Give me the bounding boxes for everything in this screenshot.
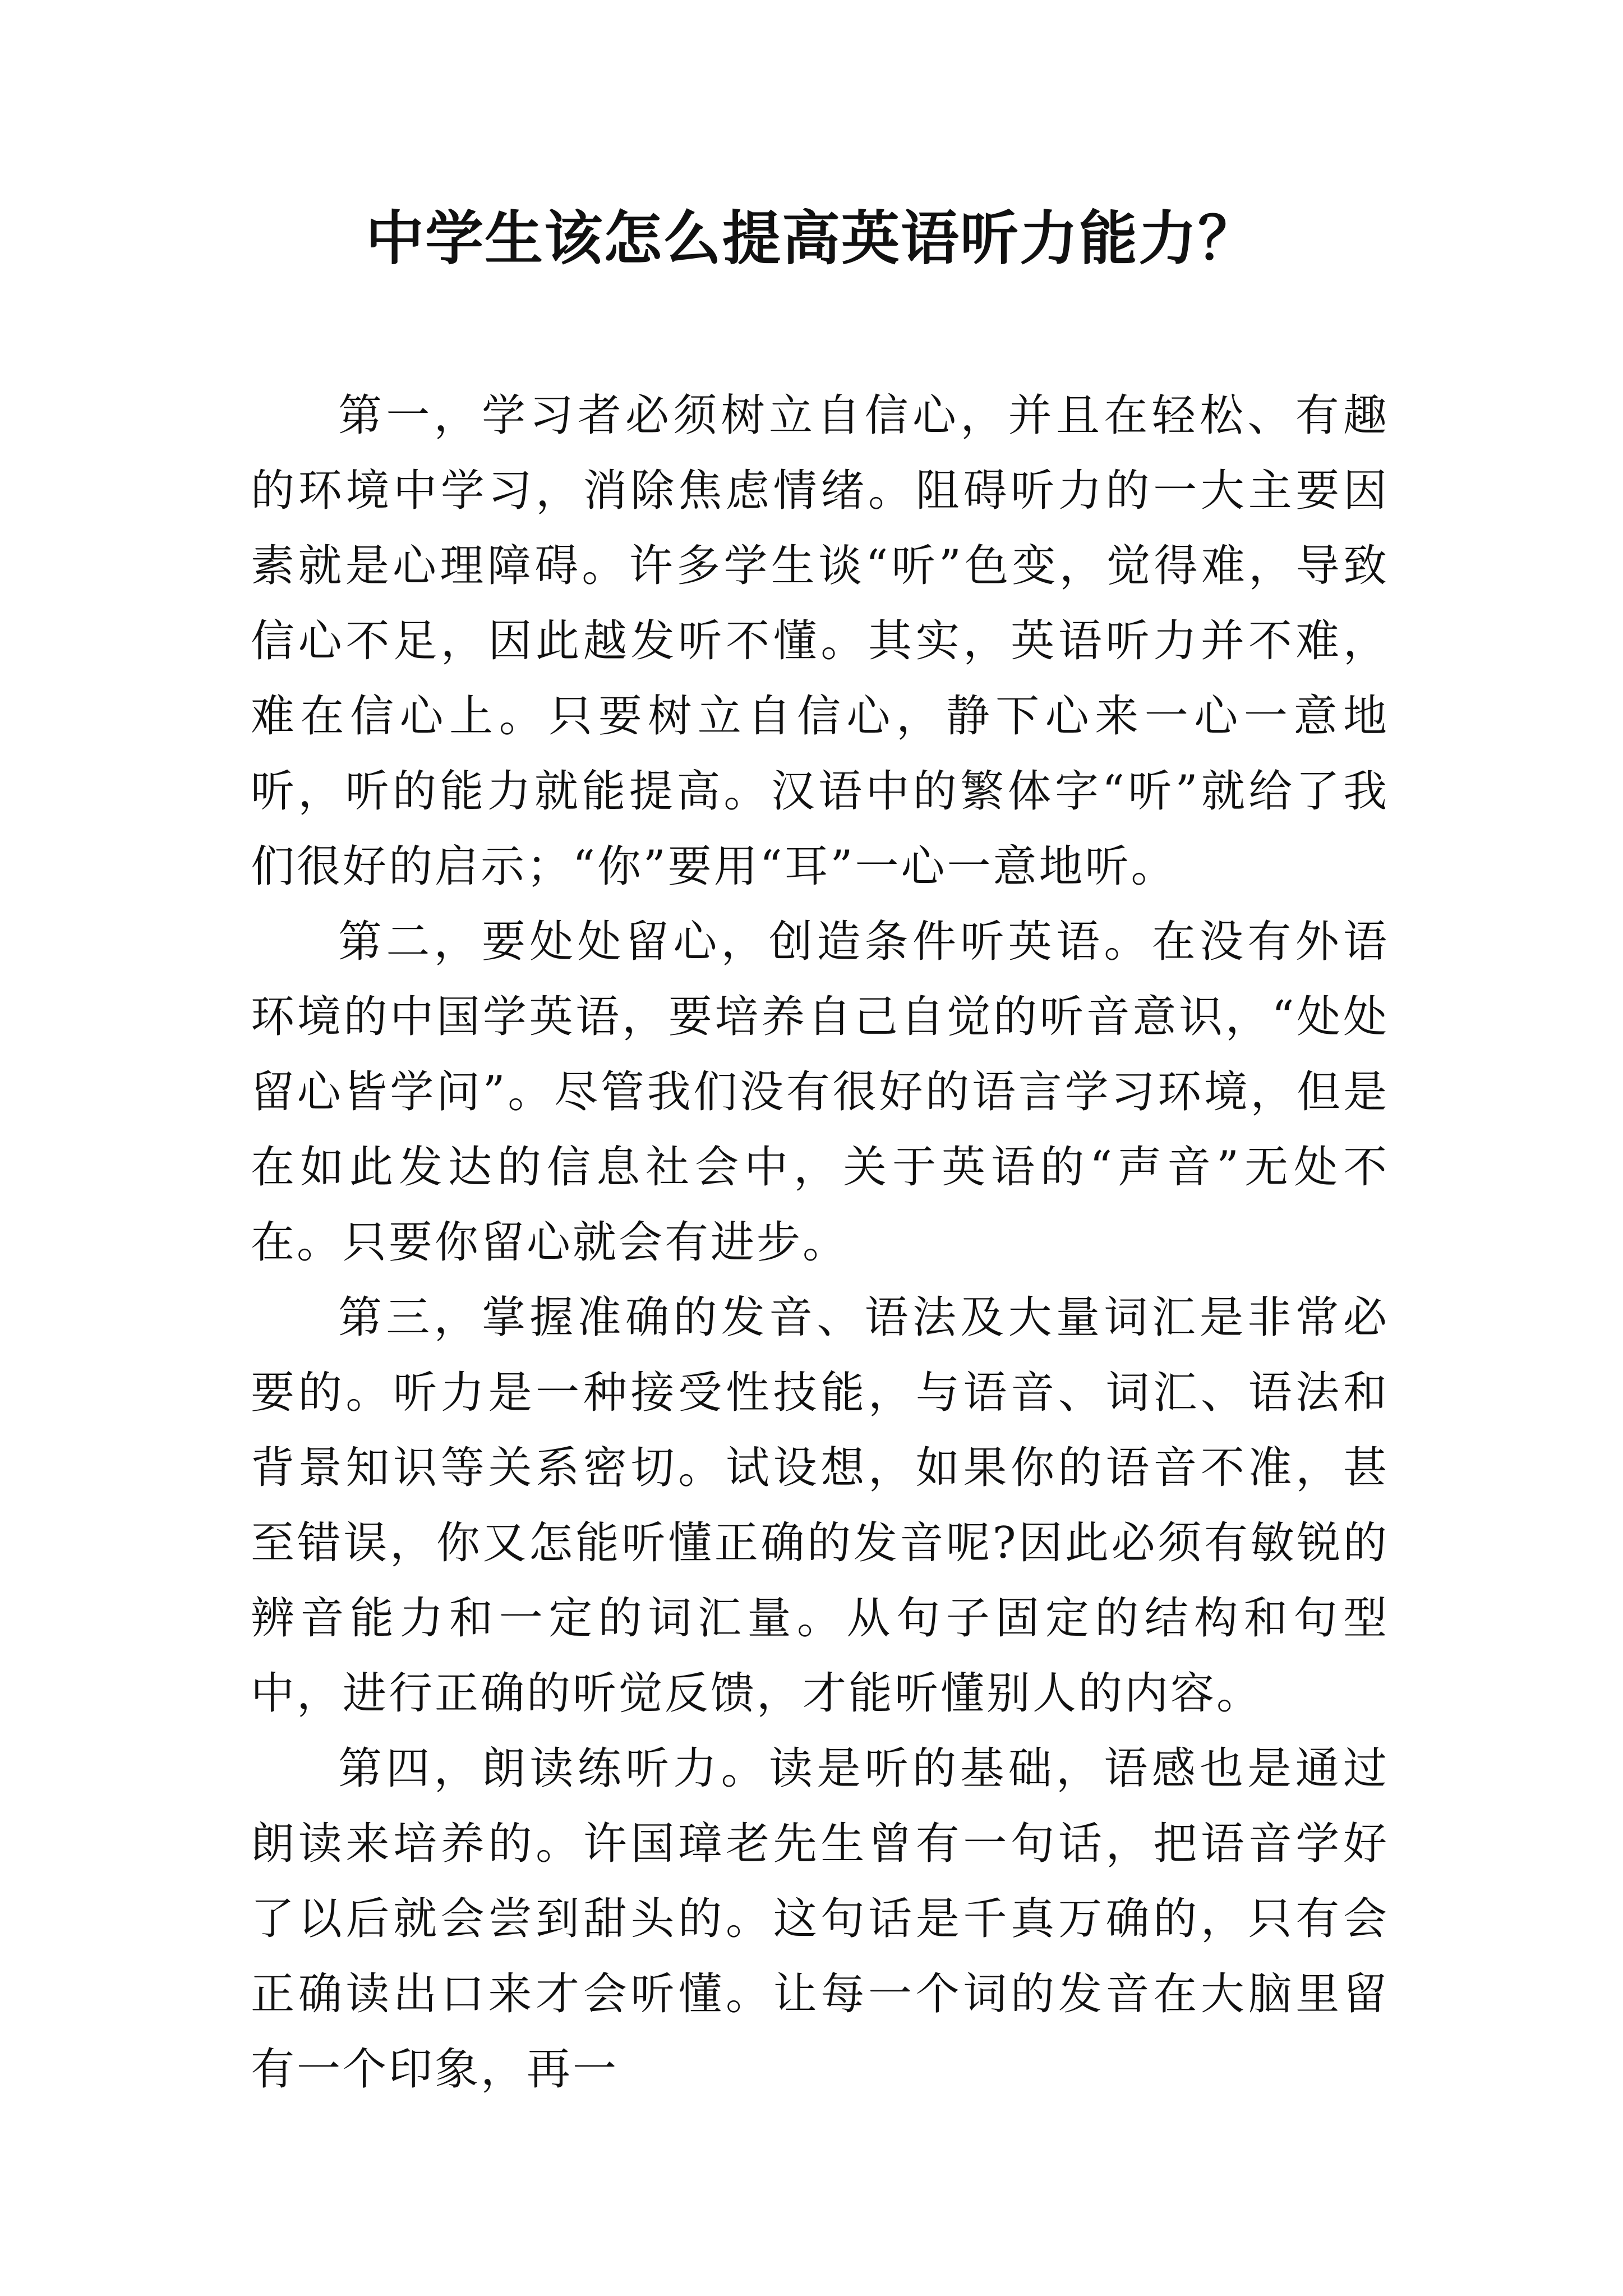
document-title: 中学生该怎么提高英语听力能力？ <box>365 204 1257 273</box>
paragraph-2: 第二，要处处留心，创造条件听英语。在没有外语环境的中国学英语，要培养自己自觉的听音意识，“处处留心皆学问”。尽管我们没有很好的语言学习环境，但是在如此发达的信息社会中，关于英语的“声音”无处不在。只要你留心就会有进步。 <box>251 917 1389 1268</box>
paragraph-4: 第四，朗读练听力。读是听的基础，语感也是通过朗读来培养的。许国璋老先生曾有一句话，把语音学好了以后就会尝到甜头的。这句话是千真万确的，只有会正确读出口来才会听懂。让每一个词的发音在大脑里留有一个印象，再一 <box>251 1743 1389 2095</box>
paragraph-3: 第三，掌握准确的发音、语法及大量词汇是非常必要的。听力是一种接受性技能，与语音、词汇、语法和背景知识等关系密切。试设想，如果你的语音不准，甚至错误，你又怎能听懂正确的发音呢?因此必须有敏锐的辨音能力和一定的词汇量。从句子固定的结构和句型中，进行正确的听觉反馈，才能听懂别人的内容。 <box>251 1292 1389 1719</box>
paragraph-1: 第一，学习者必须树立自信心，并且在轻松、有趣的环境中学习，消除焦虑情绪。阻碍听力的一大主要因素就是心理障碍。许多学生谈“听”色变，觉得难，导致信心不足，因此越发听不懂。其实，英语听力并不难，难在信心上。只要树立自信心，静下心来一心一意地听，听的能力就能提高。汉语中的繁体字“听”就给了我们很好的启示；“你”要用“耳”一心一意地听。 <box>251 390 1389 892</box>
document-body <box>251 378 1389 2107</box>
